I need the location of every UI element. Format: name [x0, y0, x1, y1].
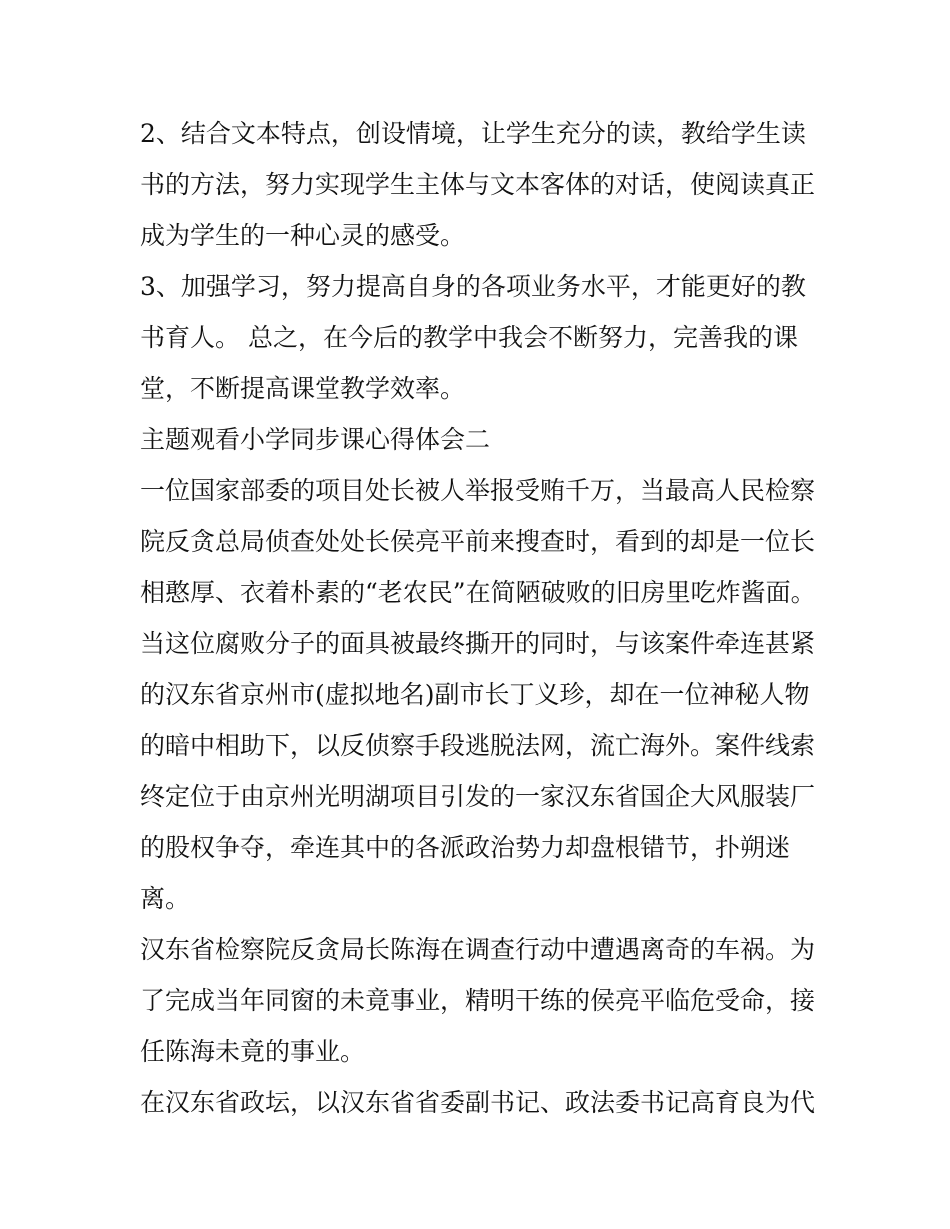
text-line: 书育人。 总之，在今后的教学中我会不断努力，完善我的课 [140, 323, 798, 352]
text-line: 的股权争夺，牵连其中的各派政治势力却盘根错节，扑朔迷 [140, 833, 791, 862]
paragraph [140, 465, 820, 924]
text-line: 当这位腐败分子的面具被最终撕开的同时，与该案件牵连甚紧 [140, 629, 816, 658]
text-line: 的暗中相助下，以反侦察手段逃脱法网，流亡海外。案件线索 [140, 731, 816, 760]
text-line: 成为学生的一种心灵的感受。 [140, 221, 466, 250]
section-title: 主题观看小学同步课心得体会二 [140, 425, 491, 454]
text-line: 离。 [140, 884, 191, 913]
text-line: 一位国家部委的项目处长被人举报受贿千万，当最高人民检察 [140, 476, 816, 505]
text-line: 了完成当年同窗的未竟事业，精明干练的侯亮平临危受命，接 [140, 986, 816, 1015]
text-line: 2、结合文本特点，创设情境，让学生充分的读，教给学生读 [140, 119, 806, 148]
text-line: 书的方法，努力实现学生主体与文本客体的对话，使阅读真正 [140, 170, 816, 199]
text-line: 汉东省检察院反贪局长陈海在调查行动中遭遇离奇的车祸。为 [140, 935, 816, 964]
text-line: 在汉东省政坛，以汉东省省委副书记、政法委书记高育良为代 [140, 1088, 816, 1117]
text-line: 的汉东省京州市(虚拟地名)副市长丁义珍，却在一位神秘人物 [140, 680, 810, 709]
text-line: 3、加强学习，努力提高自身的各项业务水平，才能更好的教 [140, 272, 806, 301]
numbered-item-2 [140, 108, 820, 261]
text-line: 院反贪总局侦查处处长侯亮平前来搜查时，看到的却是一位长 [140, 527, 816, 556]
paragraph [140, 924, 820, 1077]
paragraph [140, 1077, 820, 1128]
text-line: 相憨厚、衣着朴素的“老农民”在简陋破败的旧房里吃炸酱面。 [140, 578, 816, 607]
section-heading [140, 414, 820, 465]
numbered-item-3 [140, 261, 820, 414]
text-line: 任陈海未竟的事业。 [140, 1037, 366, 1066]
text-line: 堂，不断提高课堂教学效率。 [140, 374, 466, 403]
document-body [140, 108, 820, 1128]
text-line: 终定位于由京州光明湖项目引发的一家汉东省国企大风服装厂 [140, 782, 816, 811]
